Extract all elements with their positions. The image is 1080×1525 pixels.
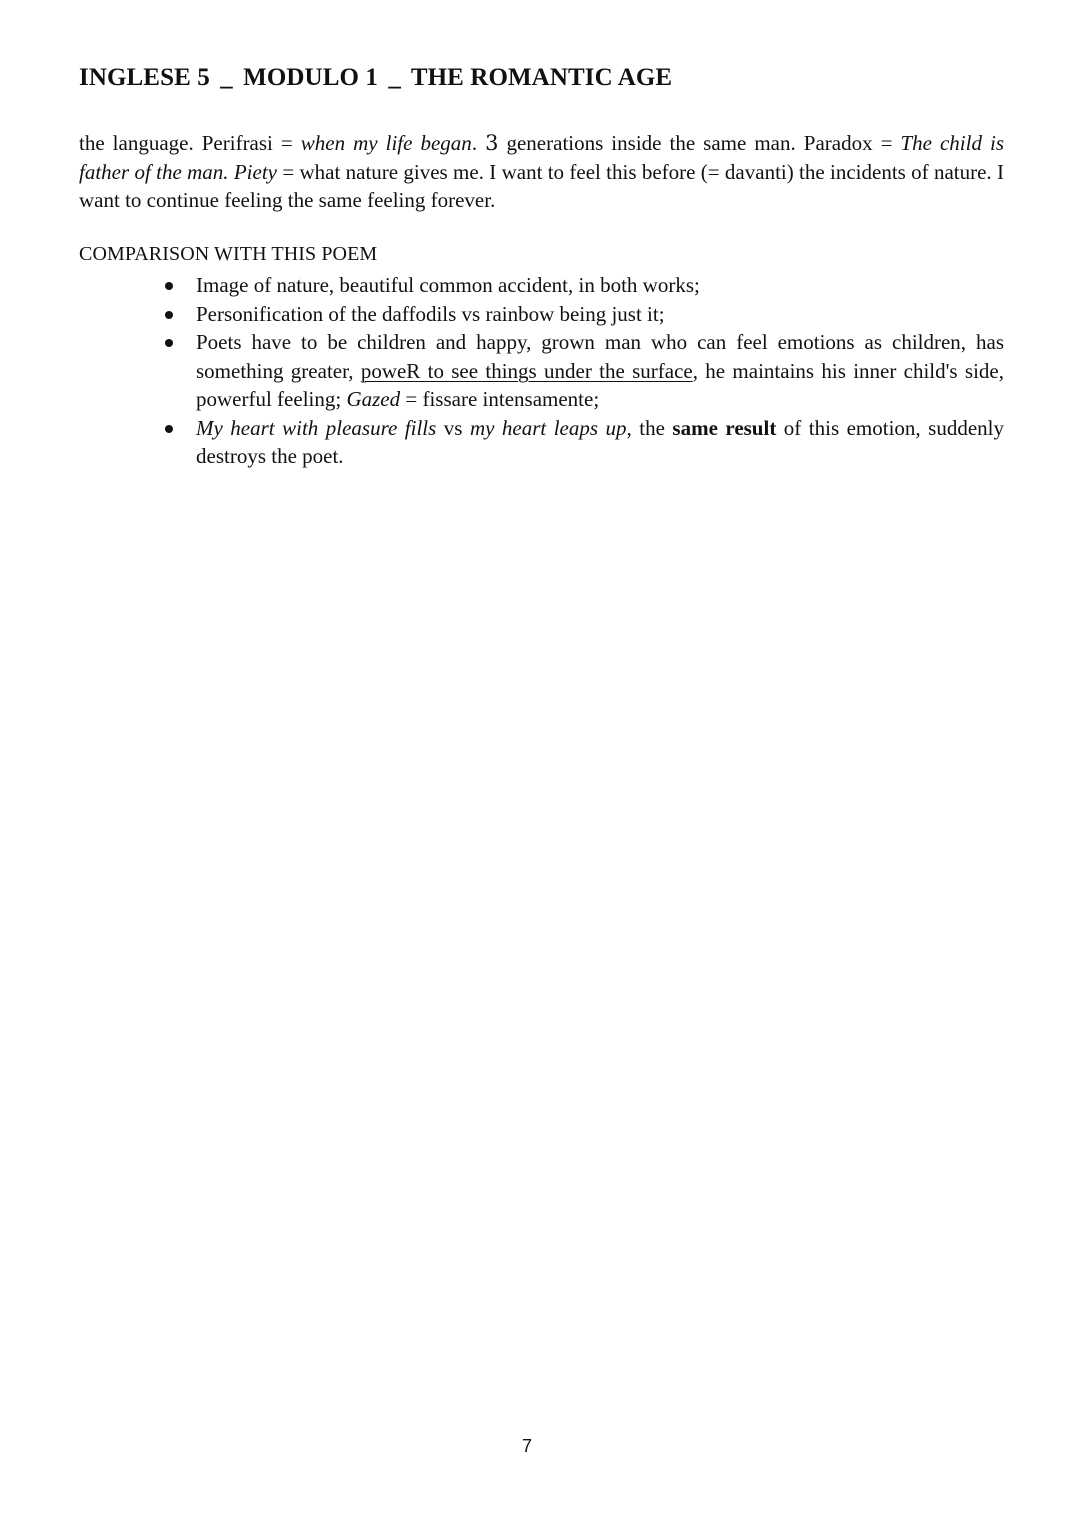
bullet-icon xyxy=(165,282,173,290)
list-item xyxy=(163,414,1004,471)
quote-heart-leaps: my heart leaps up xyxy=(469,415,627,440)
list-item xyxy=(163,328,1004,414)
emphasis-same-result: same result xyxy=(672,415,777,440)
intro-quote-paradox: The child is father of the man. xyxy=(79,131,1005,184)
quote-heart-pleasure: My heart with pleasure fills xyxy=(196,415,437,440)
intro-paragraph xyxy=(79,129,1004,215)
bullet-icon xyxy=(165,311,173,319)
page-header xyxy=(79,64,672,92)
bullet-icon xyxy=(165,339,173,347)
intro-quote-life-began: when my life began xyxy=(300,131,472,155)
intro-text: = what nature gives me. I want to feel this before (= davanti) the incidents of nature. I want to continue feeling the same feeling forever. xyxy=(79,159,1004,212)
intro-text: . xyxy=(471,131,486,155)
list-item-text: of this emotion, suddenly destroys the poet. xyxy=(196,415,1004,468)
intro-term-piety: Piety xyxy=(233,159,277,184)
comparison-list xyxy=(163,271,1004,471)
list-item-text: vs xyxy=(436,415,470,440)
header-subject: INGLESE 5 xyxy=(79,64,210,91)
list-item-text: Image of nature, beautiful common accident, in both works; xyxy=(196,273,700,297)
list-item-text: = fissare intensamente; xyxy=(400,387,600,411)
list-item-text: Poets have to be children and happy, grown man who can feel emotions as children, has something greater, xyxy=(196,330,1004,383)
list-item-text: Personification of the daffodils vs rainbow being just it; xyxy=(196,301,665,326)
header-title: THE ROMANTIC AGE xyxy=(410,64,673,91)
list-item-text: , he maintains his inner child's side, powerful feeling; xyxy=(196,358,1004,411)
term-gazed: Gazed xyxy=(346,387,401,411)
section-title: COMPARISON WITH THIS POEM xyxy=(79,243,378,265)
intro-text: the language. Perifrasi = xyxy=(79,131,301,155)
header-separator: _ xyxy=(220,64,233,91)
page-number: 7 xyxy=(521,1436,532,1456)
underlined-phrase: poweR to see things under the surface xyxy=(360,358,693,383)
header-module: MODULO 1 xyxy=(243,64,378,91)
intro-number: 3 xyxy=(485,131,499,155)
bullet-icon xyxy=(165,425,173,433)
intro-text: generations inside the same man. Paradox = xyxy=(498,131,901,155)
list-item xyxy=(163,271,1004,300)
header-separator: _ xyxy=(388,64,401,91)
list-item xyxy=(163,300,1004,329)
list-item-text: , the xyxy=(626,415,673,440)
